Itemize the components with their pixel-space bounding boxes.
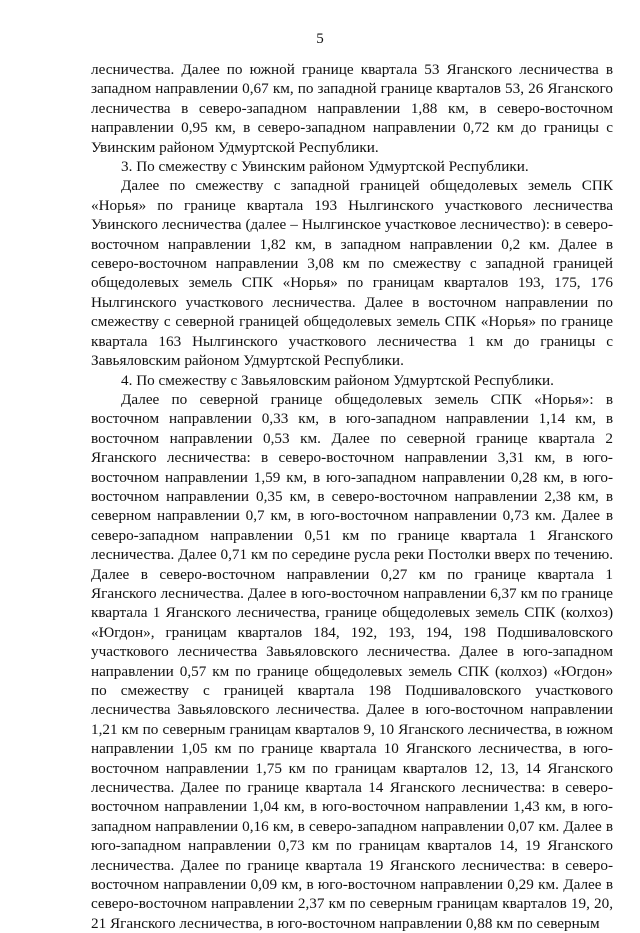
paragraph: лесничества. Далее по южной границе квартала 53 Яганского лесничества в западном направлении 0,67 км, по западной границе кварталов 53, 26 Яганского лесничества в северо-западном направлении 1,88 км, в северо-восточном направлении 0,95 км, в северо-западном направлении 0,72 км до границы с Увинским районом Удмуртской Республики. [91, 61, 613, 156]
paragraph: Далее по северной границе общедолевых земель СПК «Норья»: в восточном направлении 0,33 км, в юго-западном направлении 1,14 км, в восточном направлении 0,53 км. Далее по северной границе квартала 2 Яганского лесничества: в северо-восточном направлении 3,31 км, в юго-восточном направлении 1,59 км, в юго-западном направлении 0,28 км, в юго-восточном направлении 0,35 км, в северо-восточном направлении 2,38 км, в северном направлении 0,7 км, в юго-восточном направлении 0,73 км. Далее в северо-западном направлении 0,51 км по границе квартала 1 Яганского лесничества. Далее 0,71 км по середине русла реки Постолки вверх по течению. Далее в северо-восточном направлении 0,27 км по границе квартала 1 Яганского лесничества. Далее в юго-восточном направлении 6,37 км по границе квартала 1 Яганского лесничества, границе общедолевых земель СПК (колхоз) «Югдон», границам кварталов 184, 192, 193, 194, 198 Подшиваловского участкового лесничества Завьяловского лесничества. Далее в юго-западном направлении 0,57 км по границе общедолевых земель СПК (колхоз) «Югдон» по смежеству с границей квартала 198 Подшиваловского участкового лесничества Завьяловского лесничества. Далее в юго-восточном направлении 1,21 км по северным границам кварталов 9, 10 Яганского лесничества, в южном направлении 1,05 км по границе квартала 10 Яганского лесничества, в юго-восточном направлении 1,75 км по границам кварталов 12, 13, 14 Яганского лесничества. Далее по границе квартала 14 Яганского лесничества: в северо-восточном направлении 1,04 км, в юго-восточном направлении 1,43 км, в юго-западном направлении 0,16 км, в северо-западном направлении 0,07 км. Далее в юго-западном направлении 0,73 км по границам кварталов 14, 19 Яганского лесничества. Далее по границе квартала 19 Яганского лесничества: в северо-восточном направлении 0,09 км, в юго-восточном направлении 0,29 км. Далее в северо-восточном направлении 2,37 км по северным границам кварталов 19, 20, 21 Яганского лесничества, в юго-восточном направлении 0,88 км по северным [91, 390, 613, 932]
paragraph: Далее по смежеству с западной границей общедолевых земель СПК «Норья» по границе квартала 193 Нылгинского участкового лесничества Увинского лесничества (далее – Нылгинское участковое лесничество): в северо-восточном направлении 1,82 км, в западном направлении 0,2 км. Далее в северо-восточном направлении 3,08 км по смежеству с западной границей общедолевых земель СПК «Норья» по границам кварталов 193, 175, 176 Нылгинского участкового лесничества. Далее в восточном направлении по смежеству с северной границей общедолевых земель СПК «Норья» по границе квартала 163 Нылгинского участкового лесничества 1 км до границы с Завьяловским районом Удмуртской Республики. [91, 177, 613, 370]
paragraph: 4. По смежеству с Завьяловским районом Удмуртской Республики. [121, 371, 554, 389]
page-number: 5 [316, 31, 324, 47]
document-body [91, 60, 613, 933]
paragraph: 3. По смежеству с Увинским районом Удмуртской Республики. [121, 158, 529, 176]
